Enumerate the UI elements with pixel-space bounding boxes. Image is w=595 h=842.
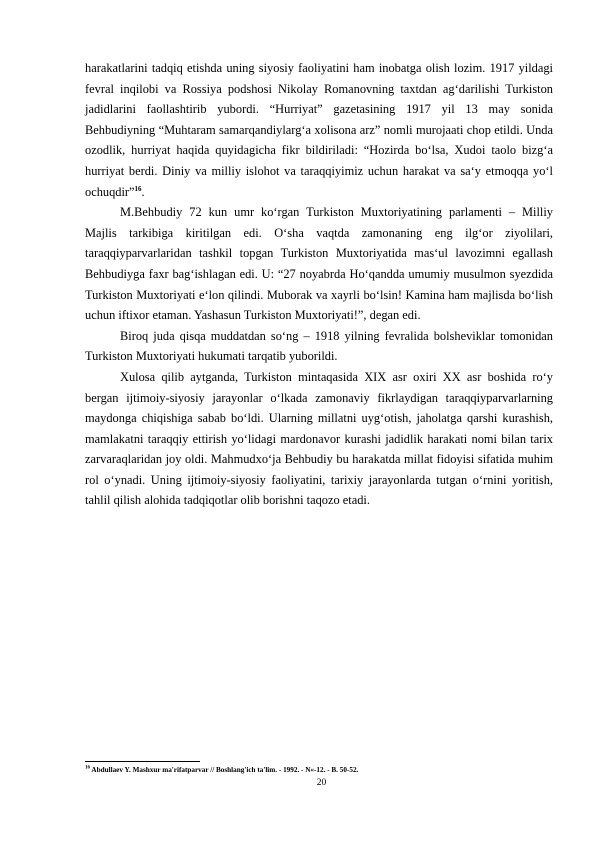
footnote-number: 16 (85, 765, 90, 771)
footnote-divider (85, 761, 200, 762)
paragraph-1-tail: . (141, 184, 145, 199)
paragraph-4: Xulosa qilib aytganda, Turkiston mintaqasida XIX asr oxiri XX asr boshida roʻy bergan ijtimoiy-siyosiy jarayonlar oʻlkada zamonaviy fikrlaydigan taraqqiyparvarlarning maydonga chiqishiga sabab boʻldi. Ularning millatni uygʻotish, jaholatga qarshi kurashish, mamlakatni taraqqiy ettirish yoʻlidagi mardonavor kurashi jadidlik harakati nomi bilan tarix zarvaraqlaridan joy oldi. Mahmudxoʻja Behbudiy bu harakatda millat fidoyisi sifatida muhim rol oʻynadi. Uning ijtimoiy-siyosiy faoliyatini, tarixiy jarayonlarda tutgan oʻrnini yoritish, tahlil qilish alohida tadqiqotlar olib borishni taqozo etadi. (85, 369, 553, 508)
paragraph-3: Biroq juda qisqa muddatdan soʻng – 1918 yilning fevralida bolsheviklar tomonidan Turkiston Muxtoriyati hukumati tarqatib yuborildi. (85, 328, 553, 364)
footnote (85, 765, 553, 775)
body-text (85, 58, 553, 511)
paragraph-2: M.Behbudiy 72 kun umr koʻrgan Turkiston Muxtoriyatining parlamenti – Milliy Majlis tarkibiga kiritilgan edi. Oʻsha vaqtda zamonaning eng ilgʻor ziyolilari, taraqqiyparvarlaridan tashkil topgan Turkiston Muxtoriyatida masʻul lavozimni egallash Behbudiyga faxr bagʻishlagan edi. U: “27 noyabrda Hoʻqandda umumiy musulmon syezdida Turkiston Muxtoriyati eʻlon qilindi. Muborak va xayrli boʻlsin! Kamina ham majlisda boʻlish uchun iftixor etaman. Yashasun Turkiston Muxtoriyati!”, degan edi. (85, 205, 553, 323)
paragraph-1-text: harakatlarini tadqiq etishda uning siyosiy faoliyatini ham inobatga olish lozim. 1917 yildagi fevral inqilobi va Rossiya podshosi Nikolay Romanovning taxtdan agʻdarilishi Turkiston jadidlarini faollashtirib yubordi. “Hurriyat” gazetasining 1917 yil 13 may sonida Behbudiyning “Muhtaram samarqandiylargʻa xolisona arz” nomli murojaati chop etildi. Unda ozodlik, hurriyat haqida quyidagicha fikr bildiriladi: “Hozirda boʻlsa, Xudoi taolo bizgʻa hurriyat berdi. Diniy va milliy islohot va taraqqiyimiz uchun harakat va saʻy etmoqqa yoʻl ochuqdir” (85, 61, 553, 199)
page-number: 20 (316, 778, 327, 788)
paragraph-1 (85, 58, 553, 202)
footnote-text: Abdullaev Y. Mashxur ma'rifatparvar // Boshlang'ich ta'lim. - 1992. - N«-12. - B. 50-52. (90, 766, 359, 774)
footnote-reference[interactable]: 16 (134, 184, 142, 193)
